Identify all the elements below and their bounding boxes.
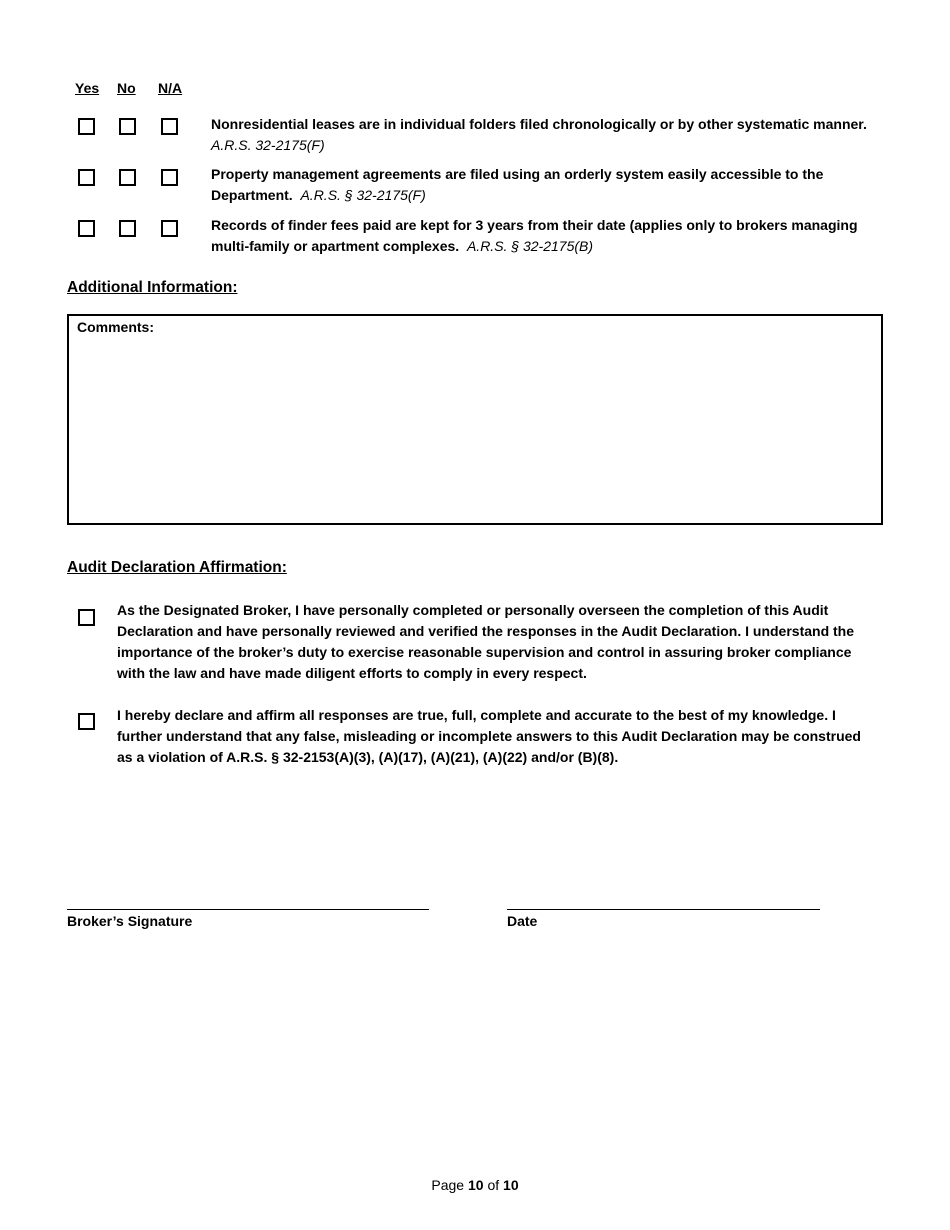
checkbox-yes-row-2[interactable] xyxy=(78,169,95,186)
column-header-yes: Yes xyxy=(75,80,100,96)
checkbox-na-row-3[interactable] xyxy=(161,220,178,237)
page-footer xyxy=(0,1177,950,1193)
page-prefix: Page xyxy=(431,1177,465,1193)
broker-signature-label: Broker’s Signature xyxy=(67,913,193,929)
additional-information-title: Additional Information: xyxy=(67,279,238,296)
checklist-item-2 xyxy=(211,164,881,206)
checkbox-no-row-1[interactable] xyxy=(119,118,136,135)
column-header-na: N/A xyxy=(158,80,183,96)
date-label: Date xyxy=(507,913,538,929)
column-header-no: No xyxy=(117,80,136,96)
affirmation-checkbox-2[interactable] xyxy=(78,713,95,730)
checklist-item-citation: A.R.S. 32-2175(F) xyxy=(211,137,325,153)
checklist-item-citation: A.R.S. § 32-2175(B) xyxy=(466,238,594,254)
checklist-item-text: Property management agreements are filed using an orderly system easily accessible to the Department. xyxy=(211,166,824,203)
date-line[interactable] xyxy=(507,909,820,910)
affirmation-checkbox-1[interactable] xyxy=(78,609,95,626)
checklist-item-text: Nonresidential leases are in individual folders filed chronologically or by other systematic manner. xyxy=(211,116,867,132)
broker-signature-line[interactable] xyxy=(67,909,429,910)
checkbox-na-row-2[interactable] xyxy=(161,169,178,186)
comments-textarea[interactable] xyxy=(67,314,883,525)
total-page-number: 10 xyxy=(503,1177,519,1193)
checklist-item-1 xyxy=(211,114,881,156)
checkbox-na-row-1[interactable] xyxy=(161,118,178,135)
audit-declaration-affirmation-title: Audit Declaration Affirmation: xyxy=(67,559,287,576)
checklist-item-text: Records of finder fees paid are kept for 3 years from their date (applies only to brokers managing multi-family or apartment complexes. xyxy=(211,217,858,254)
affirmation-statement-2: I hereby declare and affirm all responses are true, full, complete and accurate to the best of my knowledge. I further understand that any false, misleading or incomplete answers to this Audit Declaration may be construed as a violation of A.R.S. § 32-2153(A)(3), (A)(17), (A)(21), (A)(22) and/or (B)(8). xyxy=(117,707,861,765)
current-page-number: 10 xyxy=(467,1177,484,1193)
affirmation-statement-1: As the Designated Broker, I have personally completed or personally overseen the completion of this Audit Declaration and have personally reviewed and verified the responses in the Audit Declaration. I understand the importance of the broker’s duty to exercise reasonable supervision and control in assuring broker compliance with the law and have made diligent efforts to comply in every respect. xyxy=(117,602,855,681)
page-of: of xyxy=(487,1177,500,1193)
comments-label: Comments: xyxy=(77,319,155,335)
checklist-item-citation: A.R.S. § 32-2175(F) xyxy=(300,187,426,203)
checkbox-yes-row-1[interactable] xyxy=(78,118,95,135)
checklist-item-3 xyxy=(211,215,881,257)
checkbox-no-row-3[interactable] xyxy=(119,220,136,237)
checkbox-no-row-2[interactable] xyxy=(119,169,136,186)
checkbox-yes-row-3[interactable] xyxy=(78,220,95,237)
